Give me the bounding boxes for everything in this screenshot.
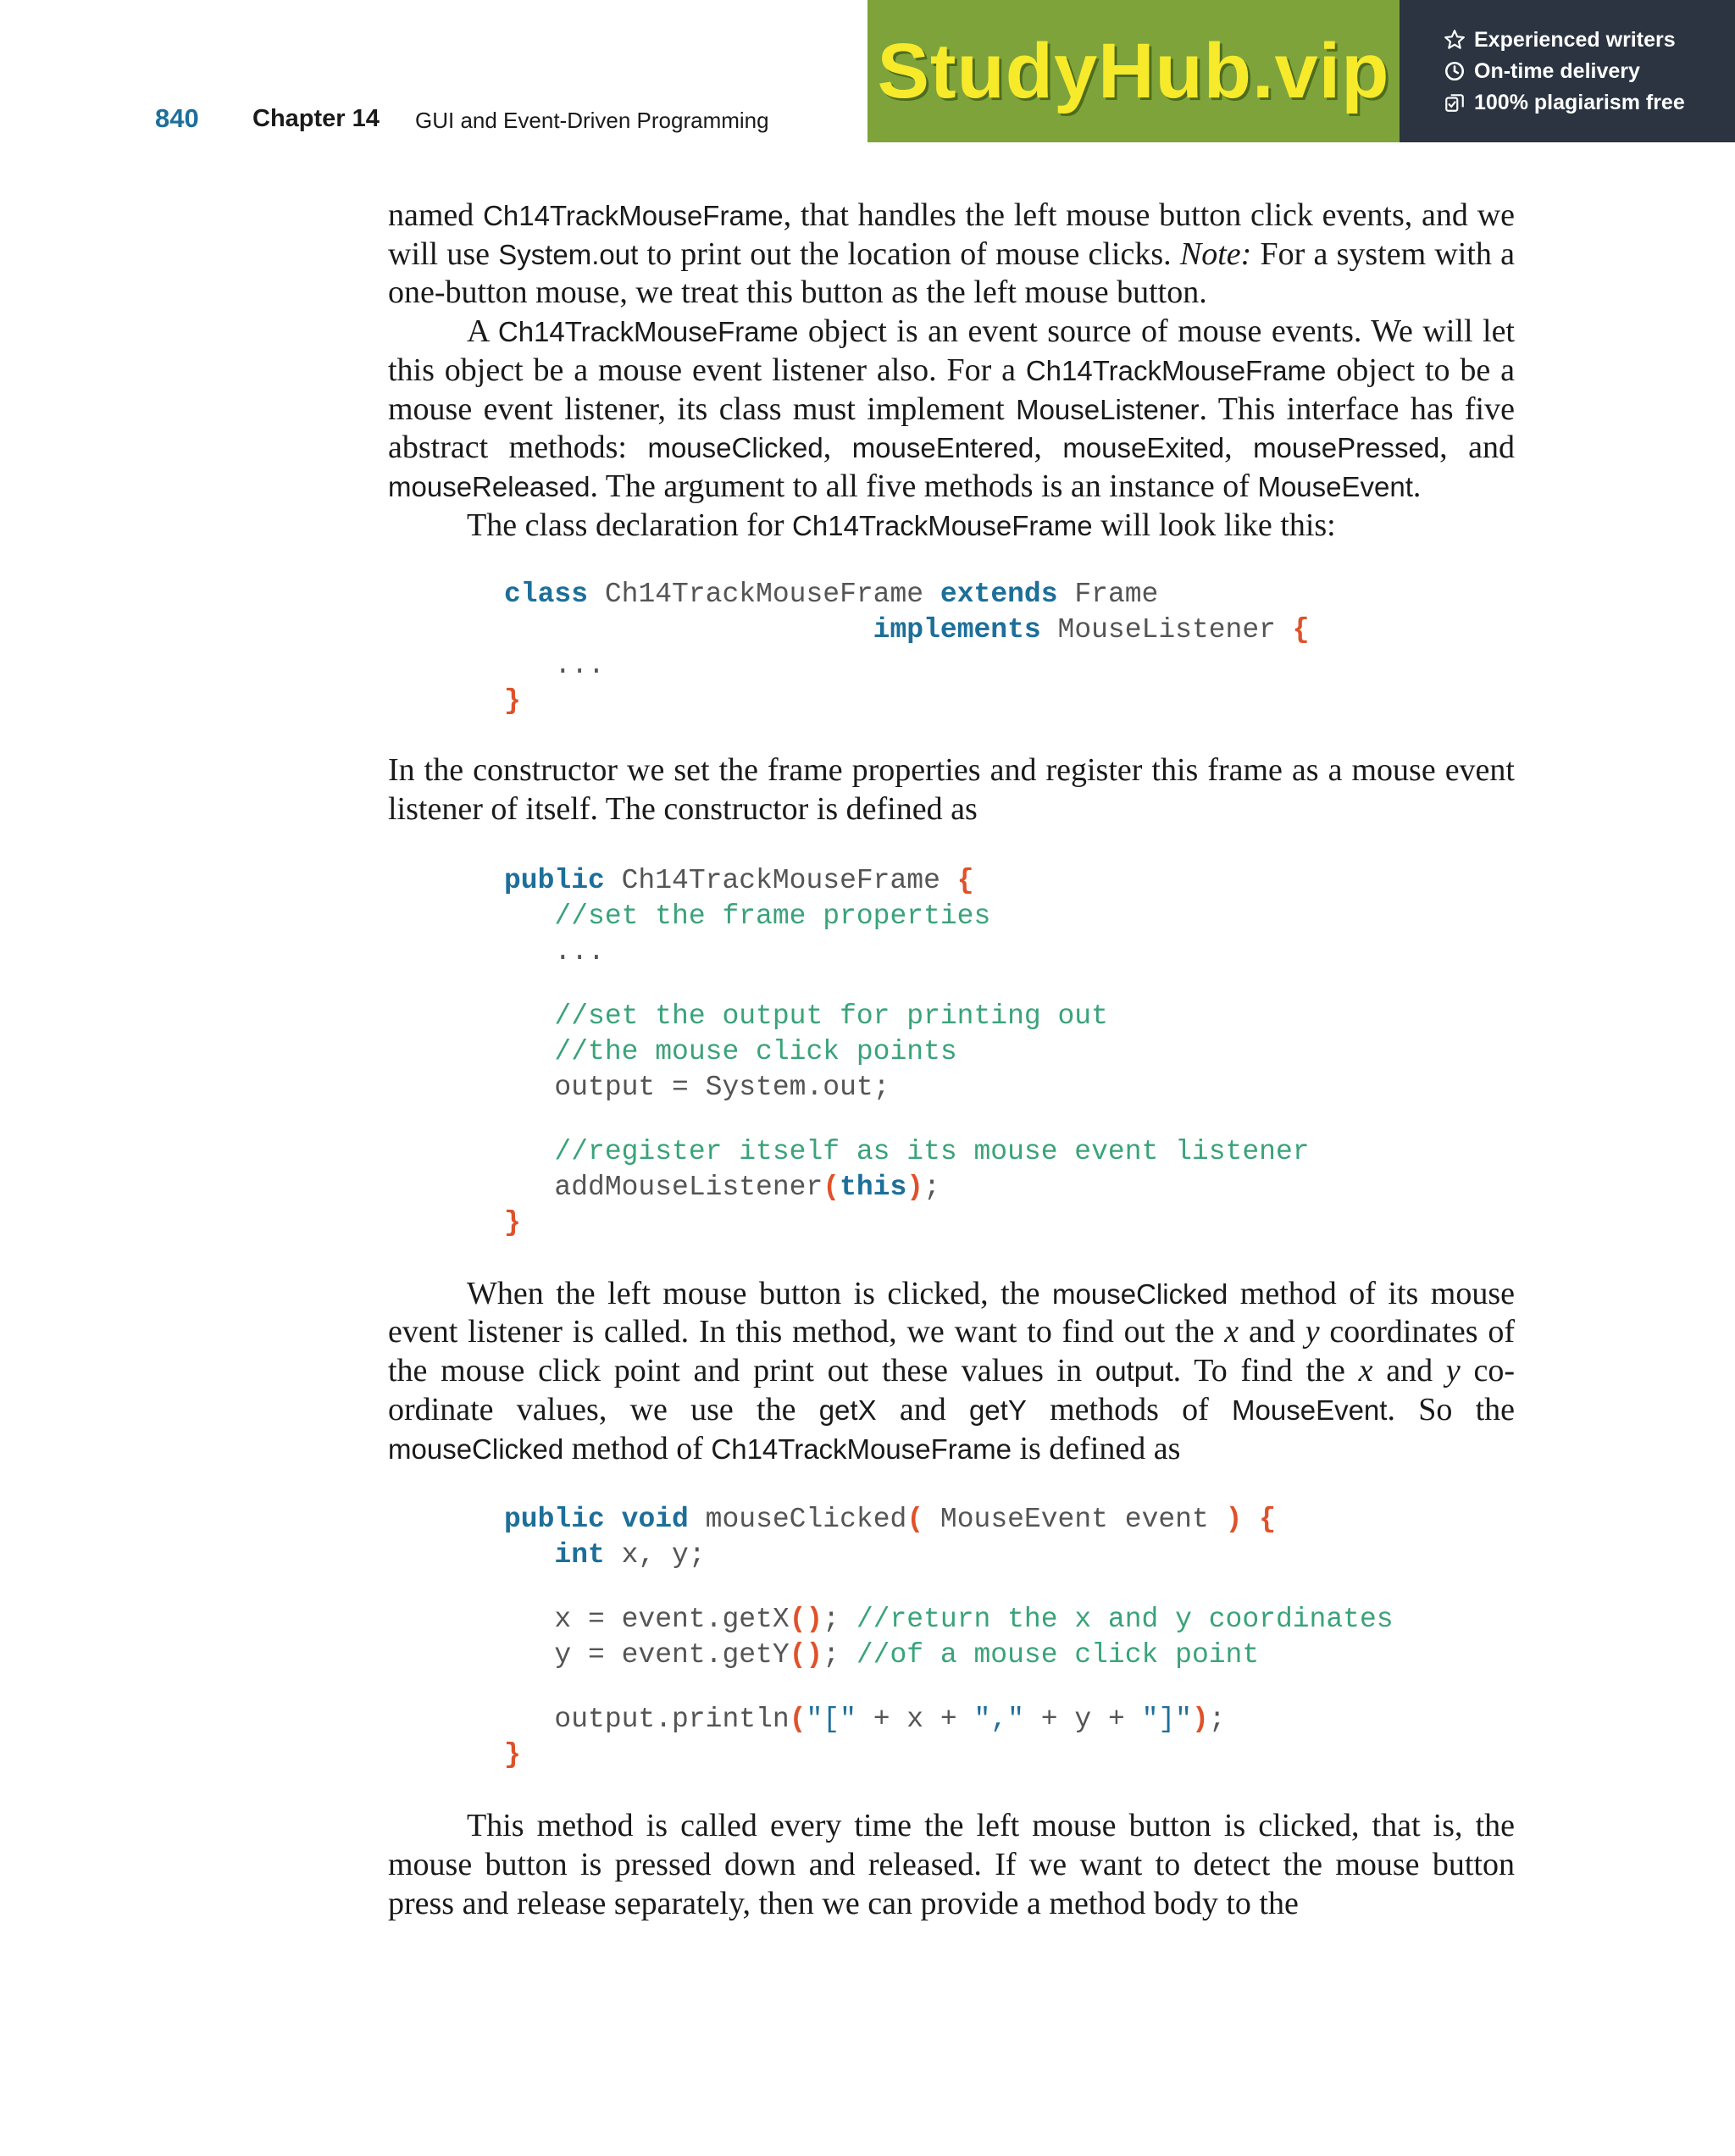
- code-comment: //set the output for printing out: [504, 1000, 1108, 1032]
- inline-code: MouseListener: [1016, 393, 1200, 425]
- code-line: y = event.getY(); //of a mouse click point: [504, 1639, 1260, 1671]
- feature-label: On-time delivery: [1474, 58, 1640, 83]
- inline-code: System.out: [498, 238, 639, 270]
- feature-label: 100% plagiarism free: [1474, 90, 1685, 114]
- inline-code: mouseEntered: [851, 432, 1034, 464]
- inline-code: Ch14TrackMouseFrame: [792, 509, 1093, 541]
- paragraph-6: This method is called every time the left mouse button is clicked, that is, the mouse button is pressed down and released. If we want to detect the mouse button press and release separately, then we can provide a method body to the: [388, 1808, 1515, 1921]
- code-comment: //register itself as its mouse event listener: [504, 1135, 1310, 1167]
- inline-code: output: [1095, 1355, 1173, 1388]
- studyhub-banner[interactable]: [868, 0, 1735, 142]
- paragraph-5: When the left mouse button is clicked, the mouseClicked method of its mouse event listener is called. In this method, we want to find out the x and y coordinates of the mouse click point and print out these values in output. To find the x and y coordinate values, we use the getX and getY methods of MouseEvent. So the mouseClicked method of Ch14TrackMouseFrame is defined as: [388, 1275, 1516, 1466]
- code-line: class Ch14TrackMouseFrame extends Frame: [504, 579, 1159, 611]
- code-line: ...: [504, 650, 605, 682]
- feature-label: Experienced writers: [1474, 27, 1676, 52]
- inline-code: getY: [968, 1394, 1027, 1426]
- star-icon: [1444, 29, 1466, 51]
- code-line: implements MouseListener {: [873, 614, 1310, 646]
- code-line: output = System.out;: [504, 1071, 890, 1103]
- inline-code: Ch14TrackMouseFrame: [483, 200, 784, 231]
- paragraph-1: named Ch14TrackMouseFrame, that handles the left mouse button click events, and we will use System.out to print out the location of mouse clicks. Note: For a system with a one-button mouse, we treat this button as the left mouse button.: [388, 197, 1515, 311]
- code-comment: //the mouse click points: [504, 1035, 957, 1067]
- page-number: 840: [155, 103, 199, 133]
- inline-code: getX: [818, 1394, 877, 1426]
- code-block-mouse-clicked: [388, 1502, 1515, 1773]
- feature-experienced-writers: [1444, 28, 1735, 53]
- inline-code: Ch14TrackMouseFrame: [711, 1433, 1012, 1465]
- inline-code: Ch14TrackMouseFrame: [1025, 354, 1327, 386]
- code-line: output.println("[" + x + "," + y + "]");: [504, 1704, 1226, 1736]
- chapter-title: GUI and Event-Driven Programming: [415, 108, 769, 133]
- inline-code: mousePressed: [1253, 432, 1440, 464]
- note-label: Note:: [1179, 236, 1252, 272]
- feature-plagiarism-free: [1444, 91, 1735, 115]
- paragraph-2: A Ch14TrackMouseFrame object is an event source of mouse events. We will let this object be a mouse event listener also. For a Ch14TrackMouseFrame object to be a mouse event listener, its class must implement MouseListener. This interface has five abstract methods: mouseClicked, mouseEntered, mouseExited, mousePressed, and mouseReleased. The argument to all five methods is an instance of MouseEvent.: [388, 313, 1516, 504]
- paragraph-4: In the constructor we set the frame properties and register this frame as a mouse event listener of itself. The constructor is defined as: [388, 752, 1515, 828]
- studyhub-logo[interactable]: StudyHub.vip: [877, 27, 1390, 114]
- paragraph-3: The class declaration for Ch14TrackMouseFrame will look like this:: [467, 507, 1336, 543]
- inline-code: MouseEvent: [1232, 1394, 1388, 1426]
- code-block-constructor: [388, 863, 1515, 1241]
- inline-code: mouseClicked: [388, 1433, 564, 1465]
- inline-code: mouseClicked: [1052, 1278, 1228, 1310]
- chapter-label: Chapter 14: [252, 105, 380, 132]
- code-line: x = event.getX(); //return the x and y coordinates: [504, 1604, 1394, 1636]
- code-block-class-declaration: [388, 577, 1515, 719]
- code-line: public Ch14TrackMouseFrame {: [504, 864, 974, 896]
- inline-code: mouseClicked: [647, 432, 823, 464]
- inline-code: mouseReleased: [388, 470, 590, 502]
- code-line: addMouseListener(this);: [504, 1171, 940, 1203]
- code-line: }: [504, 685, 521, 718]
- code-comment: //set the frame properties: [504, 900, 991, 932]
- feature-on-time-delivery: [1444, 59, 1735, 84]
- code-line: ...: [504, 935, 605, 967]
- inline-code: MouseEvent: [1257, 470, 1413, 502]
- clock-icon: [1444, 60, 1466, 82]
- inline-code: mouseExited: [1062, 432, 1225, 464]
- banner-features: [1400, 0, 1735, 142]
- page-content: [388, 197, 1515, 1923]
- code-line: }: [504, 1206, 521, 1239]
- inline-code: Ch14TrackMouseFrame: [497, 316, 799, 348]
- code-line: int x, y;: [554, 1539, 706, 1571]
- copy-check-icon: [1444, 91, 1466, 114]
- code-line: public void mouseClicked( MouseEvent event ) {: [504, 1504, 1277, 1536]
- code-line: }: [504, 1739, 521, 1771]
- banner-logo-area[interactable]: [868, 0, 1400, 142]
